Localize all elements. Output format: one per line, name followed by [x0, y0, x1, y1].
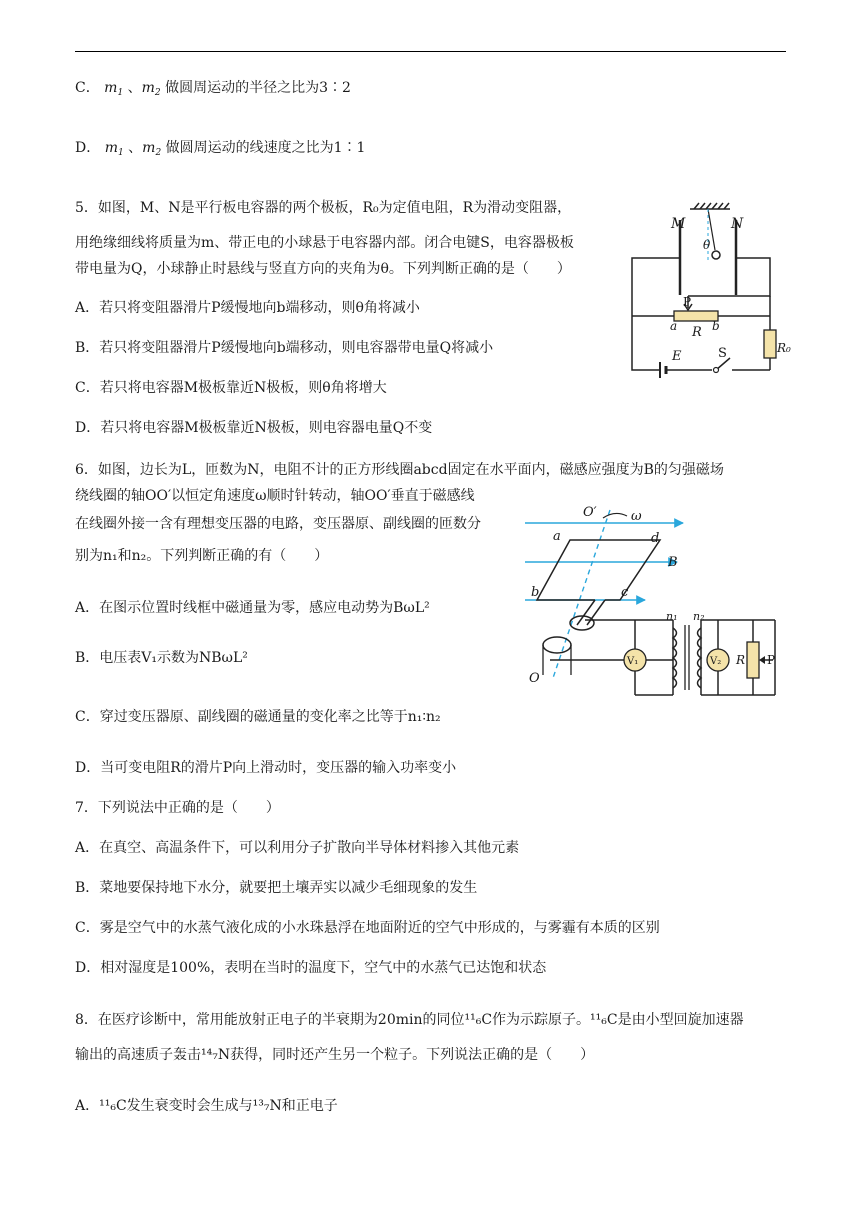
- q6-label-R: R: [736, 653, 746, 667]
- q7-option-d: D．相对湿度是100%，表明在当时的温度下，空气中的水蒸气已达饱和状态: [75, 960, 547, 976]
- q5-switch-pivot: [714, 368, 719, 373]
- q6-label-a: a: [553, 529, 561, 544]
- q6-slip-ring-lower: [543, 637, 571, 653]
- q5-label-b: b: [712, 319, 720, 333]
- q5-fixed-resistor: [764, 330, 776, 358]
- q6-label-omega: ω: [631, 509, 642, 524]
- q6-option-b: B．电压表V₁示数为NBωL²: [75, 650, 248, 666]
- q5-label-P: P: [683, 295, 692, 309]
- q8-stem-line1: 8．在医疗诊断中，常用能放射正电子的半衰期为20min的同位¹¹₆C作为示踪原子。¹¹₆C是由小型回旋加速器: [75, 1012, 744, 1028]
- q7-option-b: B．菜地要保持地下水分，就要把土壤弄实以减少毛细现象的发生: [75, 880, 478, 896]
- q5-stem-line2: 用绝缘细线将质量为m、带正电的小球悬于电容器内部。闭合电键S，电容器极板: [75, 235, 574, 251]
- q6-label-d: d: [651, 531, 660, 546]
- q5-label-R0: R₀: [777, 341, 791, 355]
- q5-charged-ball: [712, 251, 720, 259]
- q6-label-P: P: [767, 653, 776, 667]
- q5-stem-line1: 5．如图，M、N是平行板电容器的两个极板，R₀为定值电阻，R为滑动变阻器，: [75, 200, 572, 216]
- q8-option-a: A．¹¹₆C发生衰变时会生成与¹³₇N和正电子: [75, 1098, 338, 1114]
- q6-variable-resistor: [747, 642, 759, 678]
- q6-generator-transformer-figure: [525, 500, 795, 700]
- q4-option-d: D． $m_1$ 、$m_2$ 做圆周运动的线速度之比为1∶1: [75, 140, 366, 158]
- q6-rotation-arrow: [603, 513, 627, 518]
- q6-label-O-prime: O′: [583, 505, 597, 520]
- q5-label-theta: θ: [703, 238, 711, 252]
- q7-stem: 7．下列说法中正确的是（ ）: [75, 800, 280, 816]
- q4-option-c: C． $m_1$ 、$m_2$ 做圆周运动的半径之比为3∶2: [75, 80, 351, 98]
- q6-label-B: B: [668, 555, 678, 570]
- q6-label-n1: n₁: [666, 610, 678, 623]
- q6-slider-arrow: [759, 656, 765, 664]
- header-rule: [75, 51, 786, 52]
- q6-stem-line4: 别为n₁和n₂。下列判断正确的有（ ）: [75, 548, 329, 564]
- q6-label-O: O: [529, 671, 540, 686]
- q5-label-R: R: [692, 325, 702, 340]
- q6-stem-line3: 在线圈外接一含有理想变压器的电路，变压器原、副线圈的匝数分: [75, 516, 481, 532]
- q7-option-c: C．雾是空气中的水蒸气液化成的小水珠悬浮在地面附近的空气中形成的，与雾霾有本质的区别: [75, 920, 660, 936]
- q6-label-b: b: [531, 585, 540, 600]
- q6-option-d: D．当可变电阻R的滑片P向上滑动时，变压器的输入功率变小: [75, 760, 457, 776]
- q5-label-E: E: [672, 349, 682, 364]
- q6-stem-line2: 绕线圈的轴OO′以恒定角速度ω顺时针转动，轴OO′垂直于磁感线: [75, 488, 475, 504]
- q5-label-S: S: [718, 346, 727, 361]
- q8-stem-line2: 输出的高速质子轰击¹⁴₇N获得，同时还产生另一个粒子。下列说法正确的是（ ）: [75, 1047, 595, 1063]
- q6-label-c: c: [621, 585, 629, 600]
- q5-label-N: N: [731, 216, 744, 232]
- q5-option-d: D．若只将电容器M极板靠近N极板，则电容器电量Q不变: [75, 420, 433, 436]
- q5-option-b: B．若只将变阻器滑片P缓慢地向b端移动，则电容器带电量Q将减小: [75, 340, 494, 356]
- q5-capacitor-circuit-figure: [620, 200, 790, 385]
- q5-label-a: a: [670, 319, 678, 333]
- q7-option-a: A．在真空、高温条件下，可以利用分子扩散向半导体材料掺入其他元素: [75, 840, 520, 856]
- q6-stem-line1: 6．如图，边长为L，匝数为N，电阻不计的正方形线圈abcd固定在水平面内，磁感应强度为B的匀强磁场: [75, 462, 724, 478]
- q5-option-c: C．若只将电容器M极板靠近N极板，则θ角将增大: [75, 380, 387, 396]
- q6-label-n2: n₂: [693, 610, 705, 623]
- q6-option-c: C．穿过变压器原、副线圈的磁通量的变化率之比等于n₁∶n₂: [75, 709, 441, 725]
- q5-label-M: M: [671, 216, 686, 232]
- q6-label-V2: V₂: [710, 656, 722, 667]
- q6-label-V1: V₁: [627, 656, 639, 667]
- q5-option-a: A．若只将变阻器滑片P缓慢地向b端移动，则θ角将减小: [75, 300, 420, 316]
- q6-option-a: A．在图示位置时线框中磁通量为零，感应电动势为BωL²: [75, 600, 430, 616]
- q5-stem-line3: 带电量为Q，小球静止时悬线与竖直方向的夹角为θ。下列判断正确的是（ ）: [75, 261, 571, 277]
